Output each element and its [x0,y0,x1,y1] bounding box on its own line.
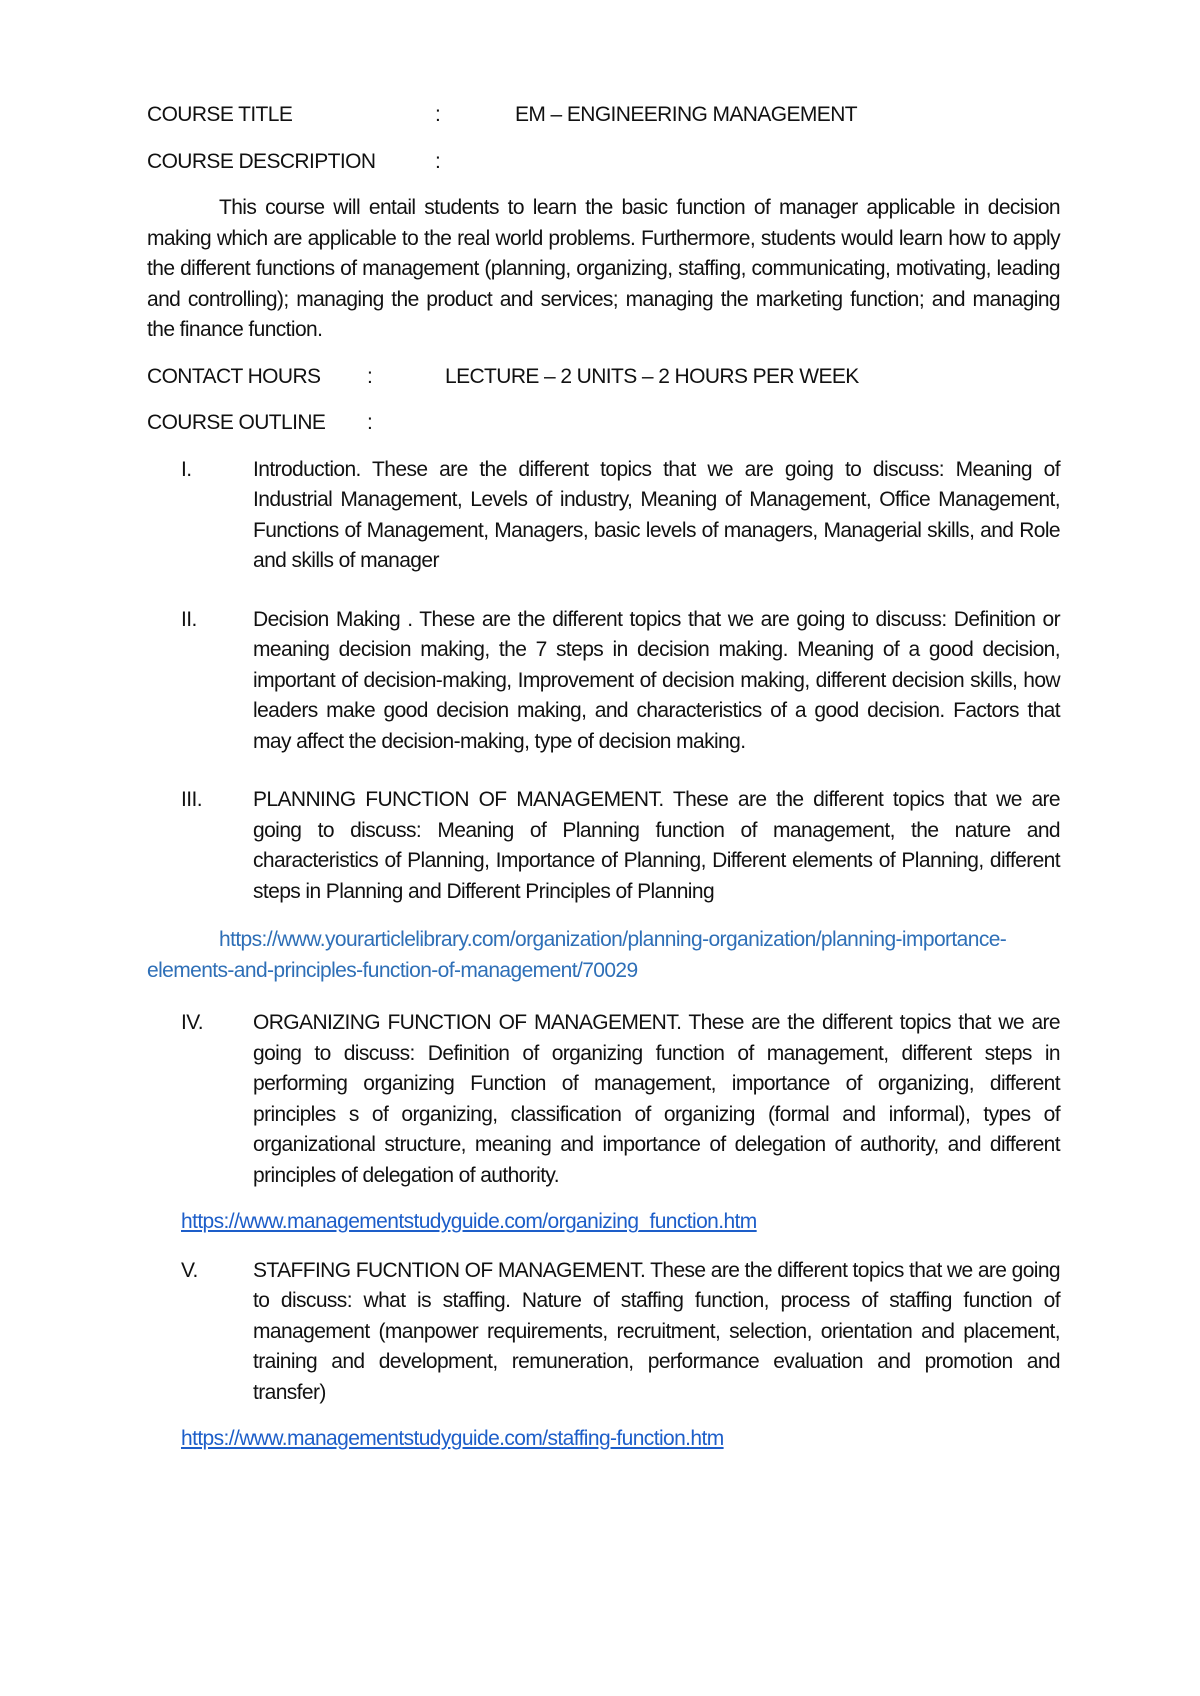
outline-item-number: II. [181,607,197,631]
organizing-reference-link[interactable]: https://www.managementstudyguide.com/organizing_function.htm [181,1210,757,1233]
course-description-row [147,147,1060,178]
course-outline-colon: : [367,411,373,434]
course-title-row [147,100,1060,131]
course-title-value: EM – ENGINEERING MANAGEMENT [515,103,858,126]
contact-hours-value: LECTURE – 2 UNITS – 2 HOURS PER WEEK [445,364,859,388]
outline-item-planning [181,785,1060,907]
outline-item-decision-making [181,605,1060,758]
course-title-colon: : [435,103,441,126]
outline-item-text: PLANNING FUNCTION OF MANAGEMENT. These are the different topics that we are going to discuss: Meaning of Planning function of management, the nature and characteristics of Planning, Importance of Planning, Different elements of Planning, different steps in Planning and Different Principles of Planning [253,788,1060,903]
outline-item-number: V. [181,1258,198,1282]
course-description-text: This course will entail students to learn the basic function of manager applicable in decision making which are applicable to the real world problems. Furthermore, students would learn how to apply the different functions of management (planning, organizing, staffing, communicating, motivating, leading and controlling); managing the product and services; managing the marketing function; and managing the finance function. [147,196,1060,341]
course-description-label: COURSE DESCRIPTION [147,149,376,173]
outline-item-number: IV. [181,1011,203,1034]
planning-reference-link[interactable]: https://www.yourarticlelibrary.com/organization/planning-organization/planning-importance-elements-and-principles-function-of-management/70029 [147,928,1007,982]
contact-hours-row [147,362,1060,393]
outline-item-number: III. [181,788,202,811]
course-title-label: COURSE TITLE [147,103,293,126]
outline-item-organizing [181,1008,1060,1191]
outline-item-text: STAFFING FUCNTION OF MANAGEMENT. These are the different topics that we are going to discuss: what is staffing. Nature of staffing function, process of staffing function of management (manpower requirements, recruitment, selection, orientation and placement, training and development, remuneration, performance evaluation and promotion and transfer) [253,1258,1060,1404]
course-description-colon: : [435,149,441,173]
contact-hours-colon: : [367,364,373,388]
outline-item-introduction [181,455,1060,577]
course-outline-label: COURSE OUTLINE [147,411,326,434]
outline-item-staffing [181,1256,1060,1409]
staffing-reference-link[interactable]: https://www.managementstudyguide.com/staffing-function.htm [181,1427,724,1450]
outline-item-text: Introduction. These are the different topics that we are going to discuss: Meaning of Industrial Management, Levels of industry, Meaning of Management, Office Management, Functions of Management, Managers, basic levels of managers, Managerial skills, and Role and skills of manager [253,457,1060,572]
outline-item-text: ORGANIZING FUNCTION OF MANAGEMENT. These are the different topics that we are going to discuss: Definition of organizing function of management, different steps in performing organizing Function of management, importance of organizing, different principles s of organizing, classification of organizing (formal and informal), types of organizational structure, meaning and importance of delegation of authority, and different principles of delegation of authority. [253,1011,1060,1187]
contact-hours-label: CONTACT HOURS [147,364,321,388]
outline-item-number: I. [181,457,192,481]
course-outline-row [147,408,1060,439]
course-outline-list [147,455,1060,1455]
outline-item-text: Decision Making . These are the different topics that we are going to discuss: Definition or meaning decision making, the 7 steps in decision making. Meaning of a good decision, important of decision-making, Improvement of decision making, different decision skills, how leaders make good decision making, and characteristics of a good decision. Factors that may affect the decision-making, type of decision making. [253,607,1060,753]
